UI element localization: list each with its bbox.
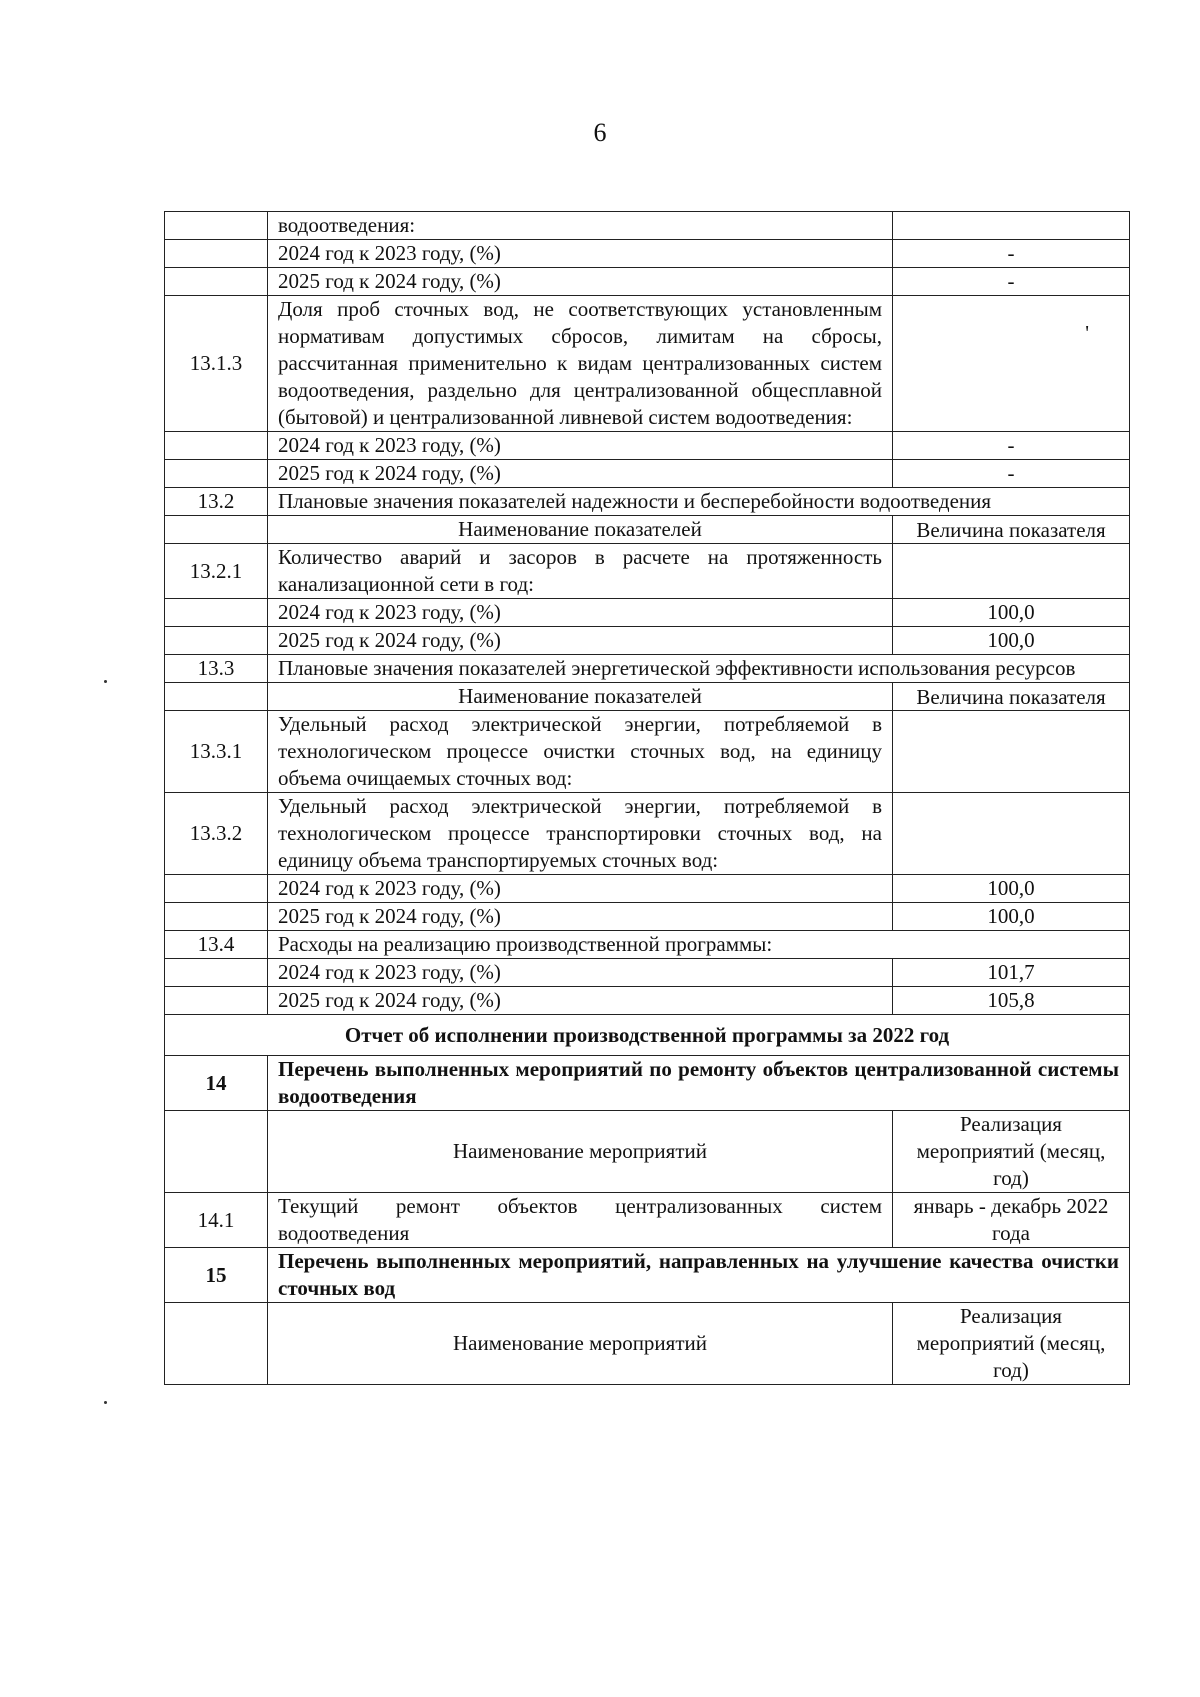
row-number (165, 240, 268, 268)
section-row (165, 931, 1130, 959)
table-row (165, 903, 1130, 931)
column-header: Величина показателя (893, 516, 1130, 544)
scan-speck (104, 680, 107, 683)
table-row (165, 1193, 1130, 1248)
row-number (165, 903, 268, 931)
column-header: Реализация мероприятий (месяц, год) (893, 1111, 1130, 1193)
table-row (165, 212, 1130, 240)
row-value: 100,0 (893, 599, 1130, 627)
row-number (165, 627, 268, 655)
row-value: - (893, 432, 1130, 460)
row-text: Удельный расход электрической энергии, потребляемой в технологическом процессе транспортировки сточных вод, на единицу объема транспортируемых сточных вод: (268, 793, 893, 875)
row-number (165, 683, 268, 711)
indicators-table (164, 211, 1130, 1385)
row-value: 100,0 (893, 903, 1130, 931)
row-number: 14 (165, 1056, 268, 1111)
table-row (165, 711, 1130, 793)
header-row (165, 1111, 1130, 1193)
section-row (165, 1056, 1130, 1111)
row-value (893, 544, 1130, 599)
row-value: 100,0 (893, 627, 1130, 655)
column-header: Наименование показателей (268, 516, 893, 544)
table-row (165, 268, 1130, 296)
row-text: Количество аварий и засоров в расчете на протяженность канализационной сети в год: (268, 544, 893, 599)
table-row (165, 987, 1130, 1015)
row-number: 14.1 (165, 1193, 268, 1248)
row-number (165, 268, 268, 296)
table-row (165, 793, 1130, 875)
header-row (165, 516, 1130, 544)
column-header: Наименование показателей (268, 683, 893, 711)
row-number: 13.2.1 (165, 544, 268, 599)
row-text: Доля проб сточных вод, не соответствующих установленным нормативам допустимых сбросов, лимитам на сбросы, рассчитанная применительно к видам централизованных систем водоотведения, раздельно для централизованной общесплавной (бытовой) и централизованной ливневой систем водоотведения: (268, 296, 893, 432)
row-text: 2024 год к 2023 году, (%) (268, 875, 893, 903)
table-row (165, 959, 1130, 987)
row-value: 100,0 (893, 875, 1130, 903)
section-row (165, 655, 1130, 683)
row-number: 13.3.1 (165, 711, 268, 793)
row-number: 13.3.2 (165, 793, 268, 875)
row-text: 2024 год к 2023 году, (%) (268, 959, 893, 987)
row-number (165, 987, 268, 1015)
row-number (165, 212, 268, 240)
row-value: ' (893, 296, 1130, 432)
row-number (165, 432, 268, 460)
row-number (165, 1303, 268, 1385)
table-row (165, 296, 1130, 432)
row-text: 2024 год к 2023 году, (%) (268, 432, 893, 460)
row-number (165, 460, 268, 488)
row-text: 2024 год к 2023 году, (%) (268, 599, 893, 627)
row-number (165, 875, 268, 903)
section-title: Перечень выполненных мероприятий, направленных на улучшение качества очистки сточных вод (268, 1248, 1130, 1303)
section-title: Перечень выполненных мероприятий по ремонту объектов централизованной системы водоотведения (268, 1056, 1130, 1111)
section-title: Плановые значения показателей энергетической эффективности использования ресурсов (268, 655, 1130, 683)
table-row (165, 240, 1130, 268)
row-value: 101,7 (893, 959, 1130, 987)
row-number: 13.3 (165, 655, 268, 683)
section-title: Плановые значения показателей надежности и бесперебойности водоотведения (268, 488, 1130, 516)
row-value: - (893, 240, 1130, 268)
section-row (165, 1248, 1130, 1303)
row-value: - (893, 460, 1130, 488)
table-row (165, 627, 1130, 655)
column-header: Величина показателя (893, 683, 1130, 711)
row-number (165, 959, 268, 987)
row-number: 15 (165, 1248, 268, 1303)
table-row (165, 544, 1130, 599)
column-header: Наименование мероприятий (268, 1303, 893, 1385)
page-number: 6 (593, 118, 607, 147)
row-text: водоотведения: (268, 212, 893, 240)
row-text: 2025 год к 2024 году, (%) (268, 987, 893, 1015)
row-value (893, 212, 1130, 240)
row-value: - (893, 268, 1130, 296)
row-value: январь - декабрь 2022 года (893, 1193, 1130, 1248)
row-value (893, 793, 1130, 875)
table-row (165, 599, 1130, 627)
row-number: 13.1.3 (165, 296, 268, 432)
row-text: Удельный расход электрической энергии, потребляемой в технологическом процессе очистки сточных вод, на единицу объема очищаемых сточных вод: (268, 711, 893, 793)
row-number: 13.2 (165, 488, 268, 516)
row-text: 2025 год к 2024 году, (%) (268, 627, 893, 655)
report-title: Отчет об исполнении производственной программы за 2022 год (165, 1015, 1130, 1056)
table-row (165, 432, 1130, 460)
header-row (165, 1303, 1130, 1385)
row-number (165, 1111, 268, 1193)
table-row (165, 875, 1130, 903)
row-number (165, 599, 268, 627)
row-text: Текущий ремонт объектов централизованных систем водоотведения (268, 1193, 893, 1248)
report-title-row (165, 1015, 1130, 1056)
table-row (165, 460, 1130, 488)
row-text: 2025 год к 2024 году, (%) (268, 268, 893, 296)
row-number: 13.4 (165, 931, 268, 959)
row-text: 2025 год к 2024 году, (%) (268, 460, 893, 488)
header-row (165, 683, 1130, 711)
row-text: 2024 год к 2023 году, (%) (268, 240, 893, 268)
row-value: 105,8 (893, 987, 1130, 1015)
scan-speck (104, 1401, 107, 1404)
row-number (165, 516, 268, 544)
column-header: Наименование мероприятий (268, 1111, 893, 1193)
row-text: 2025 год к 2024 году, (%) (268, 903, 893, 931)
section-row (165, 488, 1130, 516)
column-header: Реализация мероприятий (месяц, год) (893, 1303, 1130, 1385)
section-title: Расходы на реализацию производственной программы: (268, 931, 1130, 959)
row-value (893, 711, 1130, 793)
